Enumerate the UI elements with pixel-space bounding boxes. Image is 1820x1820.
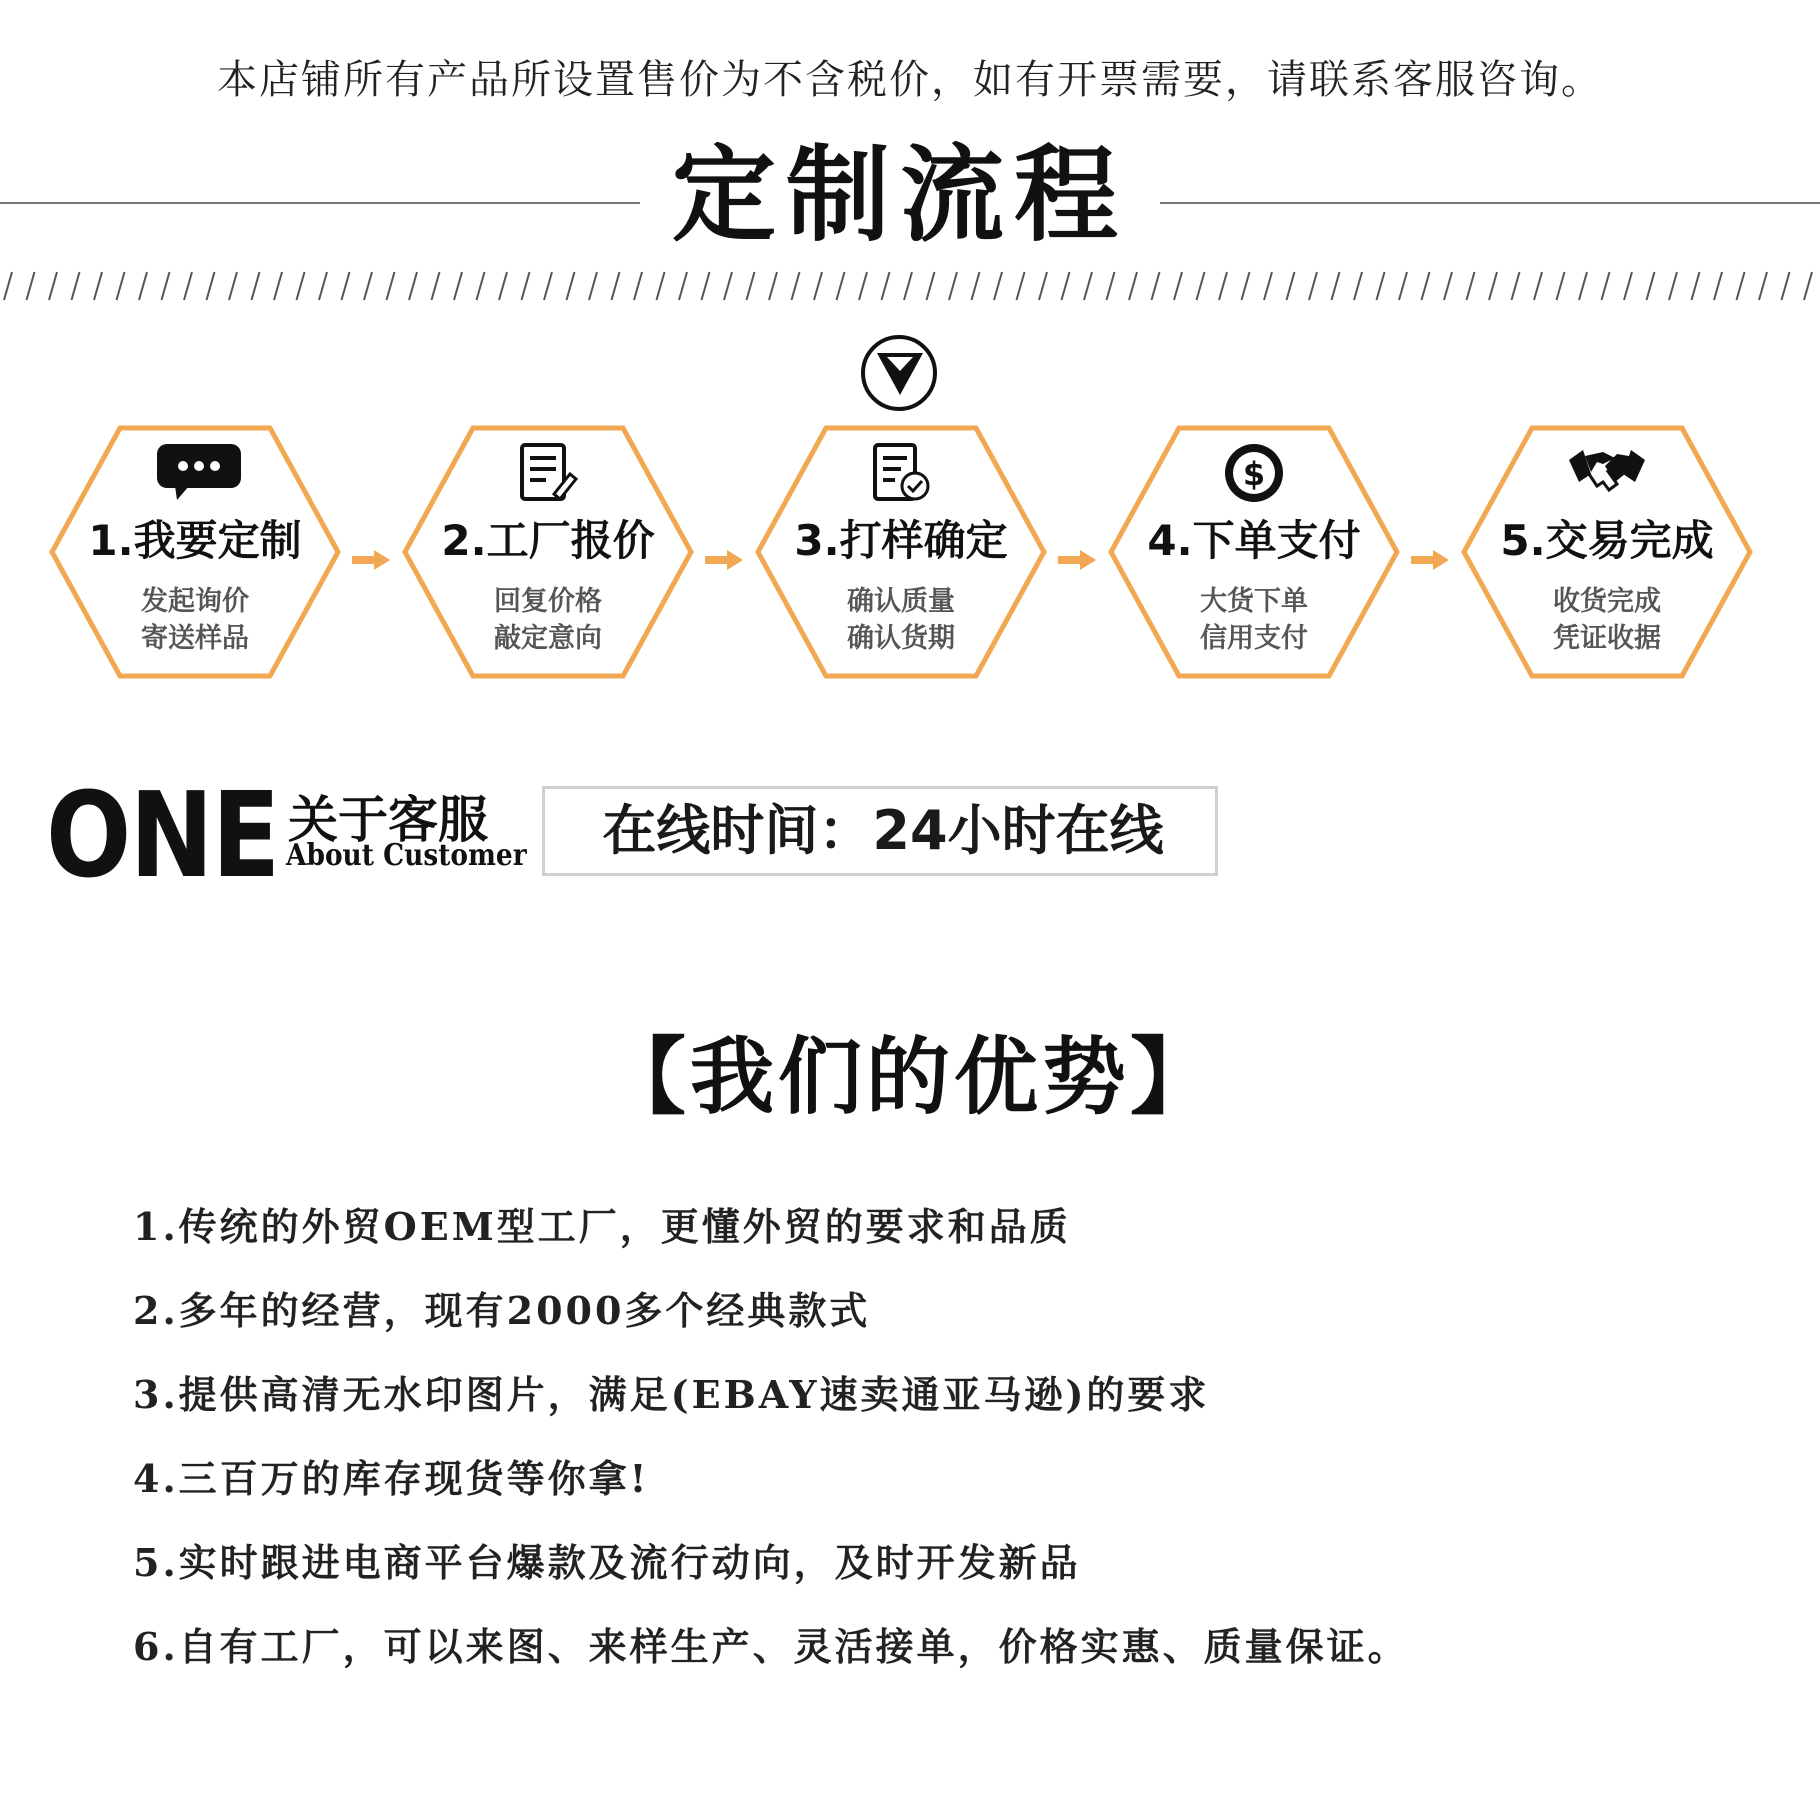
step-desc-line: 敲定意向 <box>494 623 602 654</box>
step-desc-line: 信用支付 <box>1200 623 1308 654</box>
list-item: 3.提供高清无水印图片，满足(EBAY速卖通亚马逊)的要求 <box>133 1372 1210 1417</box>
document-pen-icon <box>508 442 588 504</box>
arrow-right-icon <box>705 548 745 572</box>
step-desc-line: 确认质量 <box>847 586 955 617</box>
customer-service-en-label: About Customer <box>286 838 527 873</box>
step-title: 3.打样确定 <box>794 516 1008 565</box>
advantages-list <box>133 1195 1409 1699</box>
arrow-right-icon <box>352 548 392 572</box>
online-hours-box <box>542 786 1218 876</box>
customer-service-cn-label: 关于客服 <box>288 791 488 849</box>
customer-service-big-label: ONE <box>46 766 279 904</box>
step-desc-line: 大货下单 <box>1200 586 1308 617</box>
list-item: 5.实时跟进电商平台爆款及流行动向，及时开发新品 <box>133 1540 1081 1585</box>
step-description <box>1104 583 1404 657</box>
online-hours-text: 在线时间：24小时在线 <box>602 799 1164 862</box>
step-title: 5.交易完成 <box>1500 516 1714 565</box>
section-title-row <box>0 120 1820 280</box>
arrow-right-icon <box>1058 548 1098 572</box>
handshake-icon <box>1567 442 1647 504</box>
process-step <box>45 420 345 684</box>
divider-line <box>1160 202 1820 204</box>
step-desc-line: 发起询价 <box>141 586 249 617</box>
list-item: 1.传统的外贸OEM型工厂，更懂外贸的要求和品质 <box>133 1204 1071 1249</box>
process-step <box>398 420 698 684</box>
step-title: 1.我要定制 <box>88 516 302 565</box>
notice-text: 本店铺所有产品所设置售价为不含税价，如有开票需要，请联系客服咨询。 <box>217 57 1603 103</box>
step-desc-line: 收货完成 <box>1553 586 1661 617</box>
page-title: 定制流程 <box>671 133 1128 256</box>
chevron-down-icon <box>861 335 937 411</box>
process-step <box>751 420 1051 684</box>
list-item: 4.三百万的库存现货等你拿! <box>133 1456 650 1501</box>
process-steps <box>0 420 1820 700</box>
step-desc-line: 确认货期 <box>847 623 955 654</box>
divider-line <box>0 202 640 204</box>
list-item: 2.多年的经营，现有2000多个经典款式 <box>133 1288 871 1333</box>
process-step <box>1457 420 1757 684</box>
arrow-right-icon <box>1411 548 1451 572</box>
step-desc-line: 回复价格 <box>494 586 602 617</box>
chat-bubble-icon <box>155 442 235 504</box>
advantages-title: 【我们的优势】 <box>601 1028 1218 1126</box>
step-description <box>45 583 345 657</box>
step-description <box>398 583 698 657</box>
dollar-coin-icon <box>1214 442 1294 504</box>
list-item: 6.自有工厂，可以来图、来样生产、灵活接单，价格实惠、质量保证。 <box>133 1624 1409 1669</box>
step-title: 2.工厂报价 <box>441 516 655 565</box>
step-description <box>1457 583 1757 657</box>
step-title: 4.下单支付 <box>1147 516 1361 565</box>
slash-divider <box>0 268 1820 304</box>
step-desc-line: 寄送样品 <box>141 623 249 654</box>
process-step <box>1104 420 1404 684</box>
step-description <box>751 583 1051 657</box>
document-check-icon <box>861 442 941 504</box>
svg-text:$: $ <box>1242 455 1266 493</box>
step-desc-line: 凭证收据 <box>1553 623 1661 654</box>
